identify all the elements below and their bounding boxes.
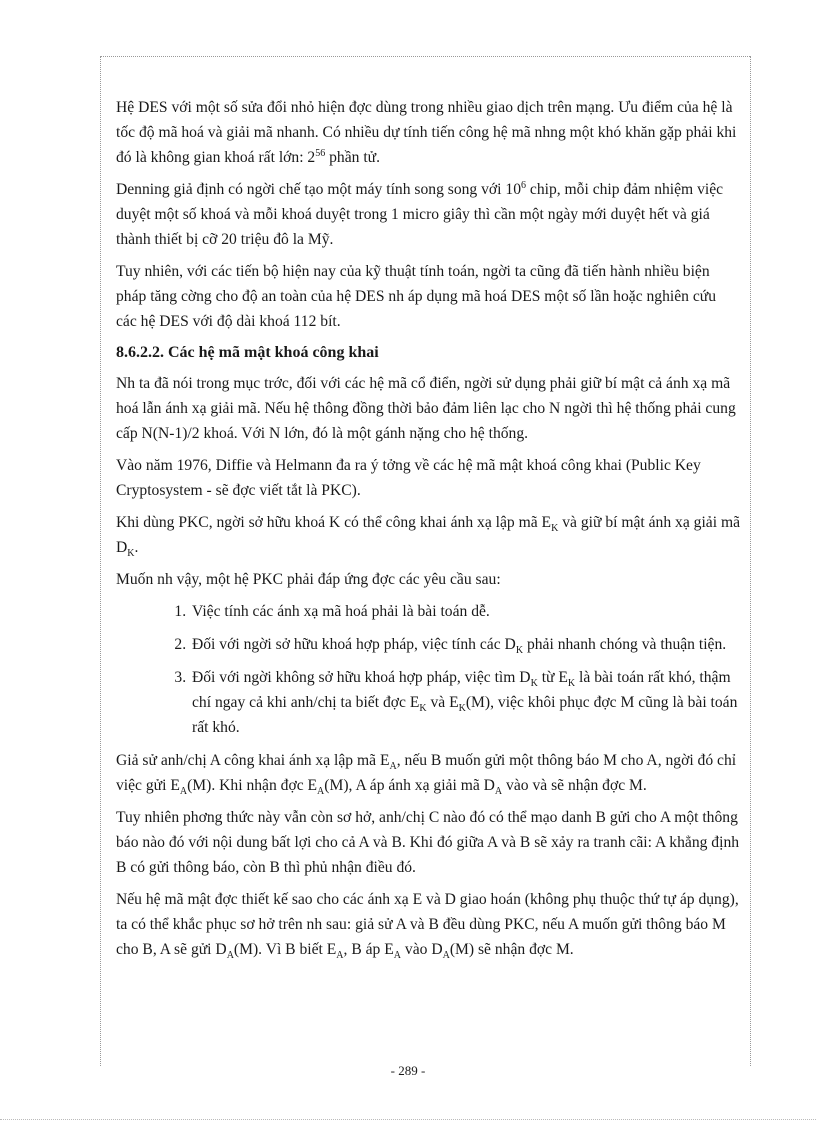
paragraph-public-key-example: Giả sử anh/chị A công khai ánh xạ lập mã $E_A$, nếu B muốn gửi một thông báo M cho A, ngời đó chỉ việc gửi $E_A(M)$. Khi nhận đợc $E_A(M)$, A áp ánh xạ giải mã $D_A$ vào và sẽ nhận đợc M. bbox=[116, 752, 737, 798]
paragraph-des-overview: Hệ DES với một số sửa đổi nhỏ hiện đợc dùng trong nhiều giao dịch trên mạng. Ưu điểm của hệ là tốc độ mã hoá và giải mã nhanh. Có nhiều dự tính tiến công hệ mã nhng một khó khăn gặp phải khi đó là không gian khoá rất lớn: $2^{56}$ phần tử. bbox=[116, 99, 737, 166]
page-border-bottom bbox=[0, 1119, 816, 1120]
page-border-left bbox=[100, 56, 101, 1066]
requirements-list bbox=[116, 599, 740, 740]
list-item: 2. Đối với ngời sở hữu khoá hợp pháp, việc tính các $D_K$ phải nhanh chóng và thuận tiện. bbox=[190, 632, 740, 657]
page-number: - 289 - bbox=[390, 1063, 426, 1078]
page-border-top bbox=[100, 56, 750, 57]
paragraph-denning: Denning giả định có ngời chế tạo một máy tính song song với $10^6$ chip, mỗi chip đảm nhiệm việc duyệt một số khoá và mỗi khoá duyệt trong 1 micro giây thì cần một ngày mới duyệt hết và giá thành thiết bị cỡ 20 triệu đô la Mỹ. bbox=[116, 179, 724, 248]
paragraph-diffie-helmann: Vào năm 1976, Diffie và Helmann đa ra ý tởng về các hệ mã mật khoá công khai (Public Key Cryptosystem - sẽ đợc viết tắt là PKC). bbox=[116, 457, 701, 499]
paragraph-pkc-usage: Khi dùng PKC, ngời sở hữu khoá K có thể công khai ánh xạ lập mã $E_K$ và giữ bí mật ánh xạ giải mã $D_K$. bbox=[116, 514, 740, 560]
list-item: 1. Việc tính các ánh xạ mã hoá phải là bài toán dễ. bbox=[190, 599, 740, 624]
paragraph-commutative-fix: Nếu hệ mã mật đợc thiết kế sao cho các ánh xạ E và D giao hoán (không phụ thuộc thứ tự áp dụng), ta có thể khắc phục sơ hở trên nh sau: giả sử A và B đều dùng PKC, nếu A muốn gửi thông báo M cho B, A sẽ gửi $D_A(M)$. Vì B biết $E_A$, B áp $E_A$ vào $D_A(M)$ sẽ nhận đợc M. bbox=[116, 891, 739, 962]
paragraph-requirements-intro: Muốn nh vậy, một hệ PKC phải đáp ứng đợc các yêu cầu sau: bbox=[116, 571, 501, 588]
page-border-right bbox=[750, 56, 751, 1066]
paragraph-classic-ciphers: Nh ta đã nói trong mục trớc, đối với các hệ mã cổ điển, ngời sử dụng phải giữ bí mật cả ánh xạ mã hoá lẫn ánh xạ giải mã. Nếu hệ thông đồng thời bảo đảm liên lạc cho N ngời thì hệ thống phải cung cấp N(N-1)/2 khoá. Với N lớn, đó là một gánh nặng cho hệ thống. bbox=[116, 375, 736, 442]
section-heading: 8.6.2.2. Các hệ mã mật khoá công khai bbox=[116, 344, 379, 361]
page-content bbox=[116, 95, 740, 969]
paragraph-weakness: Tuy nhiên phơng thức này vẫn còn sơ hở, anh/chị C nào đó có thể mạo danh B gửi cho A một thông báo nào đó với nội dung bất lợi cho cả A và B. Khi đó giữa A và B sẽ xảy ra tranh cãi: A khẳng định B có gửi thông báo, còn B thì phủ nhận điều đó. bbox=[116, 809, 740, 876]
paragraph-des-improvements: Tuy nhiên, với các tiến bộ hiện nay của kỹ thuật tính toán, ngời ta cũng đã tiến hành nhiều biện pháp tăng cờng cho độ an toàn của hệ DES nh áp dụng mã hoá DES một số lần hoặc nghiên cứu các hệ DES với độ dài khoá 112 bít. bbox=[116, 263, 717, 330]
list-item: 3. Đối với ngời không sở hữu khoá hợp pháp, việc tìm $D_K$ từ $E_K$ là bài toán rất khó, thậm chí ngay cả khi anh/chị ta biết đợc $E_K$ và $E_K(M)$, việc khôi phục đợc M cũng là bài toán rất khó. bbox=[190, 665, 740, 740]
